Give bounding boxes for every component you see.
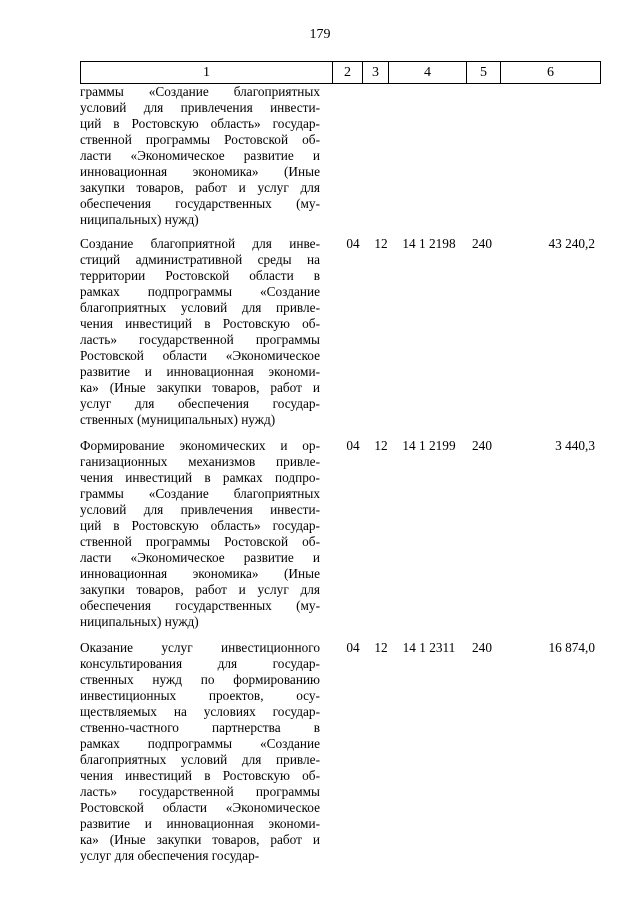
description-line: ганизационных механизмов привле- <box>80 454 320 469</box>
description-line: стиций административной среды на <box>80 252 320 267</box>
target-article-code: 14 1 2311 <box>402 640 456 655</box>
amount-value: 3 440,3 <box>555 438 595 453</box>
description-line: ственных (муниципальных) нужд) <box>80 412 276 427</box>
subsection-code: 12 <box>374 640 388 655</box>
description-line: ций в Ростовскую область» государ- <box>80 116 320 131</box>
expense-type-code: 240 <box>472 438 492 453</box>
description-line: услуг для обеспечения государ- <box>80 396 320 411</box>
description-line: ласть» государственной программы <box>80 332 320 347</box>
description-line: территории Ростовской области в <box>80 268 320 283</box>
description-line: чения инвестиций в Ростовскую об- <box>80 316 320 331</box>
subsection-code: 12 <box>374 236 388 251</box>
description-line: рамках подпрограммы «Создание <box>80 736 320 751</box>
description-line: обеспечения государственных (му- <box>80 598 320 613</box>
description-line: консультирования для государ- <box>80 656 320 671</box>
header-col-5: 5 <box>467 62 501 84</box>
description-line: благоприятных условий для привле- <box>80 752 320 767</box>
expense-type-code: 240 <box>472 640 492 655</box>
description-line: условий для привлечения инвести- <box>80 100 320 115</box>
expense-type-code: 240 <box>472 236 492 251</box>
description-line: Ростовской области «Экономическое <box>80 800 320 815</box>
amount-value: 43 240,2 <box>548 236 595 251</box>
description-line: Формирование экономических и ор- <box>80 438 320 453</box>
header-col-6: 6 <box>501 62 601 84</box>
table-row <box>80 84 600 228</box>
row-description <box>80 640 320 864</box>
header-col-3: 3 <box>363 62 389 84</box>
description-line: инновационная экономика» (Иные <box>80 164 320 179</box>
description-line: чения инвестиций в рамках подпро- <box>80 470 320 485</box>
description-line: развитие и инновационная экономи- <box>80 816 320 831</box>
description-line: ка» (Иные закупки товаров, работ и <box>80 832 320 847</box>
description-line: ственной программы Ростовской об- <box>80 534 320 549</box>
description-line: ниципальных) нужд) <box>80 614 199 629</box>
table-row <box>80 236 600 428</box>
target-article-code: 14 1 2199 <box>402 438 456 453</box>
table-row <box>80 640 600 864</box>
subsection-code: 12 <box>374 438 388 453</box>
description-line: обеспечения государственных (му- <box>80 196 320 211</box>
description-line: ществляемых на условиях государ- <box>80 704 320 719</box>
description-line: чения инвестиций в Ростовскую об- <box>80 768 320 783</box>
target-article-code: 14 1 2198 <box>402 236 456 251</box>
description-line: ласти «Экономическое развитие и <box>80 550 320 565</box>
description-line: закупки товаров, работ и услуг для <box>80 180 320 195</box>
section-code: 04 <box>346 236 360 251</box>
column-header-table <box>80 61 601 84</box>
header-row <box>81 62 601 84</box>
description-line: ственных нужд по формированию <box>80 672 320 687</box>
amount-value: 16 874,0 <box>548 640 595 655</box>
row-description <box>80 84 320 228</box>
description-line: развитие и инновационная экономи- <box>80 364 320 379</box>
description-line: благоприятных условий для привле- <box>80 300 320 315</box>
description-line: Создание благоприятной для инве- <box>80 236 320 251</box>
section-code: 04 <box>346 438 360 453</box>
section-code: 04 <box>346 640 360 655</box>
description-line: ласти «Экономическое развитие и <box>80 148 320 163</box>
description-line: Ростовской области «Экономическое <box>80 348 320 363</box>
description-line: услуг для обеспечения государ- <box>80 848 260 863</box>
row-description <box>80 236 320 428</box>
header-col-1: 1 <box>81 62 333 84</box>
description-line: инвестиционных проектов, осу- <box>80 688 320 703</box>
description-line: рамках подпрограммы «Создание <box>80 284 320 299</box>
page-number: 179 <box>309 27 331 42</box>
table-body <box>80 84 600 864</box>
table-row <box>80 438 600 630</box>
description-line: граммы «Создание благоприятных <box>80 486 320 501</box>
description-line: закупки товаров, работ и услуг для <box>80 582 320 597</box>
description-line: ка» (Иные закупки товаров, работ и <box>80 380 320 395</box>
description-line: ственной программы Ростовской об- <box>80 132 320 147</box>
description-line: граммы «Создание благоприятных <box>80 84 320 99</box>
description-line: ций в Ростовскую область» государ- <box>80 518 320 533</box>
description-line: инновационная экономика» (Иные <box>80 566 320 581</box>
description-line: ственно-частного партнерства в <box>80 720 320 735</box>
header-col-2: 2 <box>333 62 363 84</box>
row-description <box>80 438 320 630</box>
description-line: ласть» государственной программы <box>80 784 320 799</box>
header-col-4: 4 <box>389 62 467 84</box>
description-line: Оказание услуг инвестиционного <box>80 640 320 655</box>
description-line: условий для привлечения инвести- <box>80 502 320 517</box>
description-line: ниципальных) нужд) <box>80 212 199 227</box>
